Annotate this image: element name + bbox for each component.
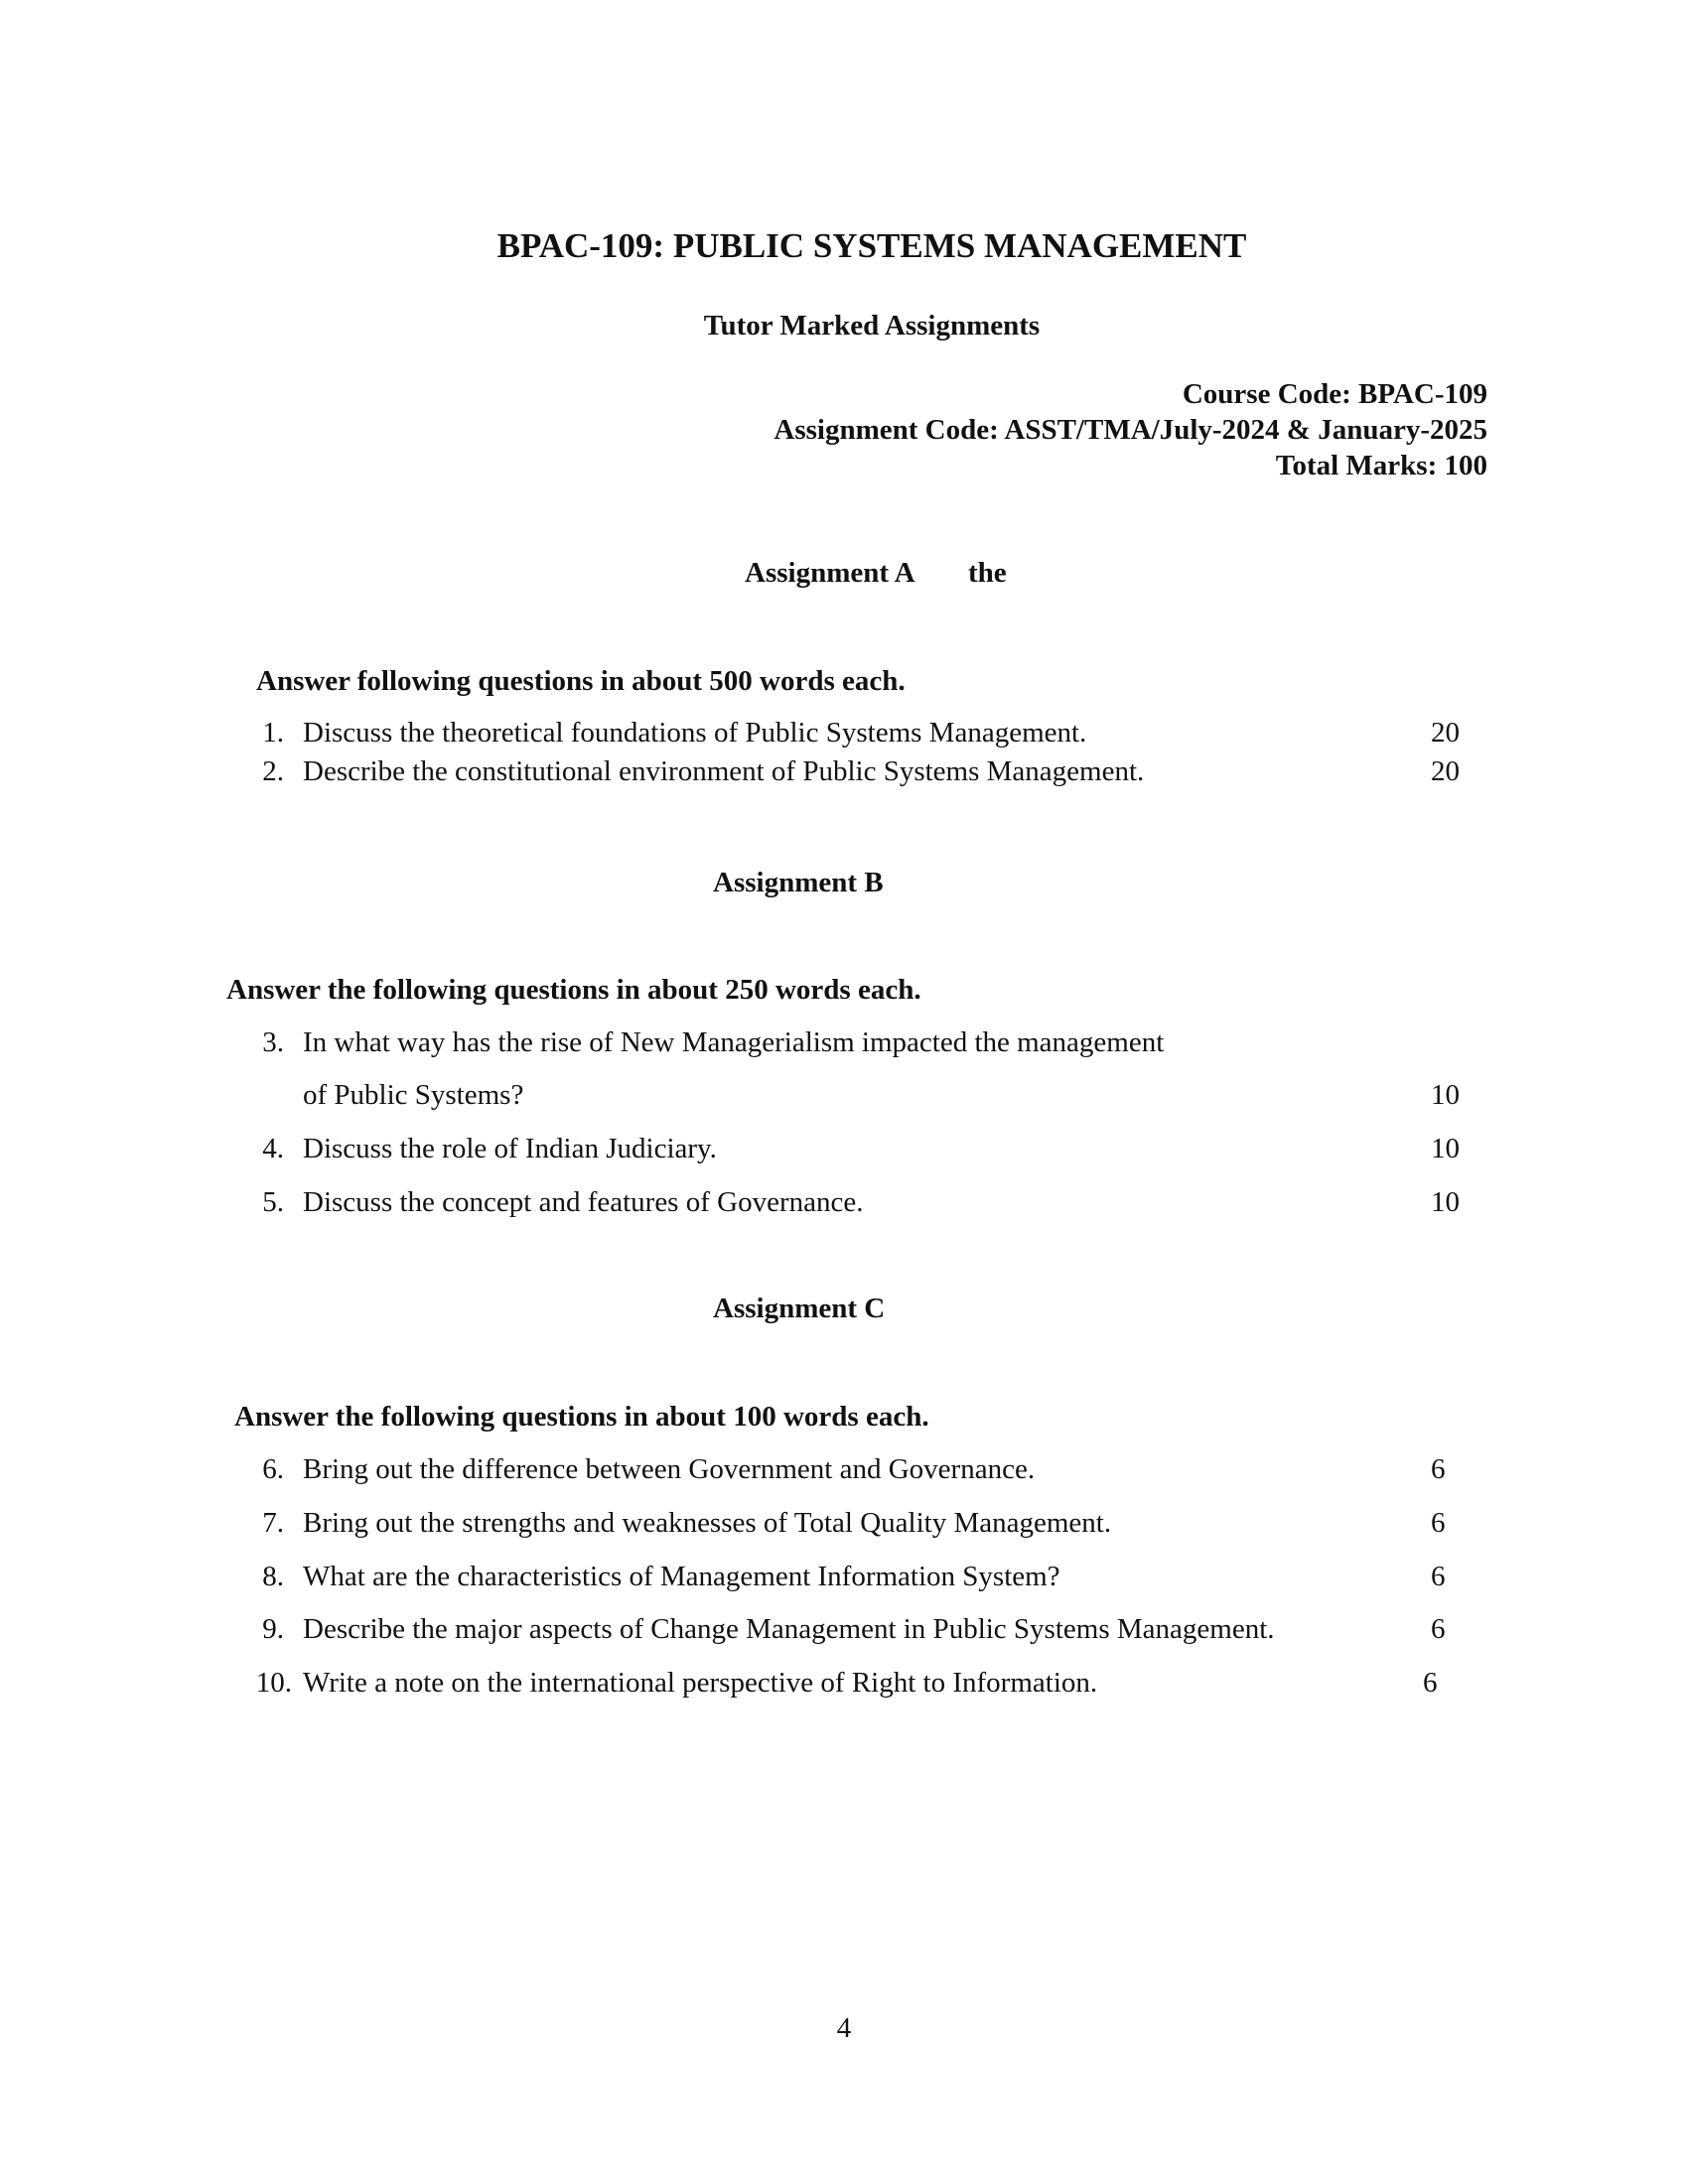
- course-code: Course Code: BPAC-109: [1182, 378, 1487, 410]
- question-number: 6.: [262, 1453, 284, 1485]
- assignment-a-heading-suffix: the: [968, 557, 1007, 589]
- question-number: 10.: [255, 1667, 292, 1699]
- question-text: Bring out the strengths and weaknesses of Total Quality Management.: [303, 1507, 1112, 1539]
- question-text: Discuss the role of Indian Judiciary.: [303, 1133, 717, 1164]
- question-text: What are the characteristics of Management Information System?: [303, 1561, 1060, 1592]
- question-text: Write a note on the international perspective of Right to Information.: [303, 1667, 1098, 1699]
- page-number: 4: [836, 2012, 852, 2044]
- document-title: BPAC-109: PUBLIC SYSTEMS MANAGEMENT: [496, 226, 1247, 265]
- assignment-c-heading: Assignment C: [713, 1293, 886, 1324]
- question-text: Discuss the concept and features of Governance.: [303, 1186, 864, 1218]
- question-marks: 20: [1431, 717, 1460, 749]
- assignment-c-instruction: Answer the following questions in about 100 words each.: [234, 1401, 929, 1433]
- question-number: 5.: [262, 1186, 284, 1218]
- question-marks: 6: [1423, 1667, 1438, 1699]
- question-text: Describe the constitutional environment of Public Systems Management.: [303, 755, 1145, 787]
- question-text: Bring out the difference between Government and Governance.: [303, 1453, 1036, 1485]
- question-marks: 10: [1431, 1186, 1460, 1218]
- question-number: 2.: [262, 755, 284, 787]
- question-marks: 6: [1431, 1453, 1446, 1485]
- document-subtitle: Tutor Marked Assignments: [703, 310, 1041, 341]
- question-marks: 10: [1431, 1079, 1460, 1111]
- question-number: 4.: [262, 1133, 284, 1164]
- question-marks: 6: [1431, 1561, 1446, 1592]
- question-number: 7.: [262, 1507, 284, 1539]
- total-marks: Total Marks: 100: [1275, 450, 1487, 481]
- assignment-a-instruction: Answer following questions in about 500 words each.: [256, 665, 906, 697]
- question-number: 1.: [262, 717, 284, 749]
- question-marks: 6: [1431, 1613, 1446, 1645]
- question-marks: 20: [1431, 755, 1460, 787]
- question-text-continuation: of Public Systems?: [303, 1079, 524, 1111]
- question-marks: 6: [1431, 1507, 1446, 1539]
- question-marks: 10: [1431, 1133, 1460, 1164]
- question-text: Describe the major aspects of Change Management in Public Systems Management.: [303, 1613, 1275, 1645]
- question-number: 3.: [262, 1026, 284, 1058]
- question-number: 9.: [262, 1613, 284, 1645]
- assignment-b-heading: Assignment B: [713, 867, 884, 898]
- question-number: 8.: [262, 1561, 284, 1592]
- assignment-code: Assignment Code: ASST/TMA/July-2024 & January-2025: [774, 414, 1487, 446]
- question-text: Discuss the theoretical foundations of Public Systems Management.: [303, 717, 1087, 749]
- assignment-a-heading: Assignment A: [745, 557, 915, 589]
- question-text: In what way has the rise of New Managerialism impacted the management: [303, 1026, 1165, 1058]
- assignment-b-instruction: Answer the following questions in about 250 words each.: [226, 974, 921, 1006]
